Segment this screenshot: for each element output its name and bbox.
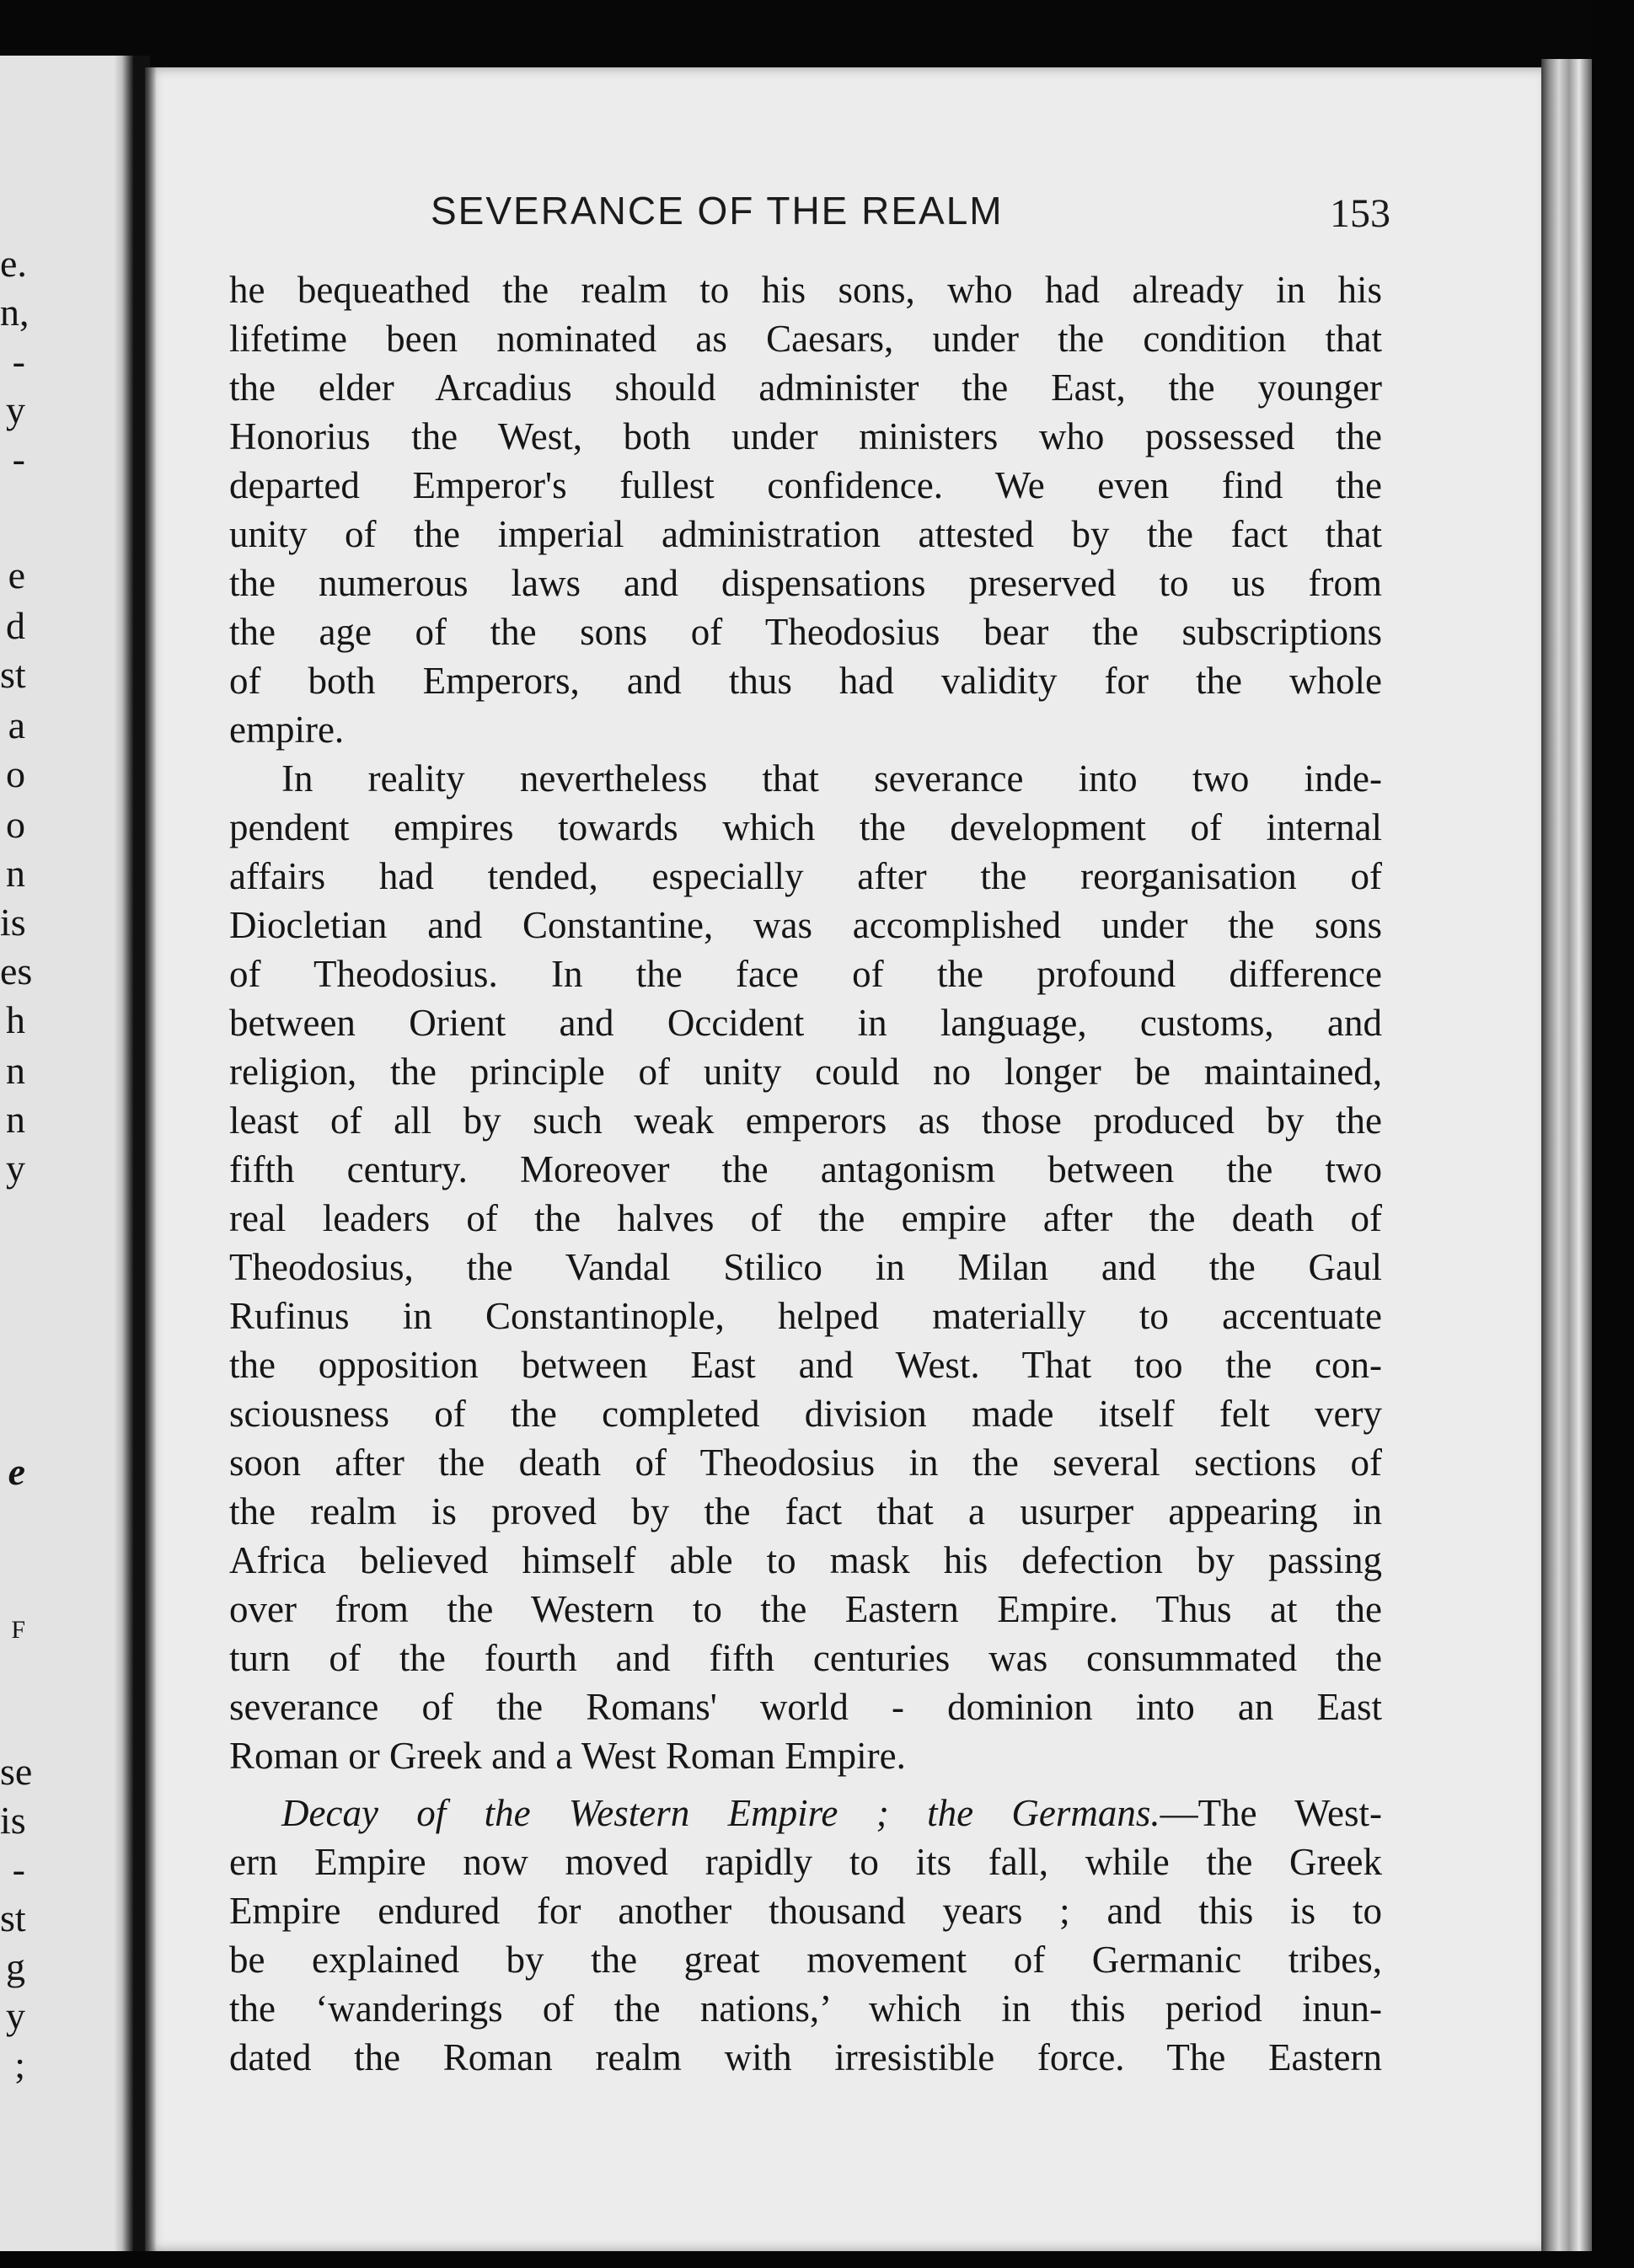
text-line: Africa believed himself able to mask his defection by passing bbox=[229, 1539, 1382, 1581]
left-page-fragment: a bbox=[8, 703, 25, 746]
text-line: lifetime been nominated as Caesars, under the condition that bbox=[229, 318, 1382, 360]
text-line: dated the Roman realm with irresistible force. The Eastern bbox=[229, 2036, 1382, 2078]
text-line: Roman or Greek and a West Roman Empire. bbox=[229, 1735, 906, 1777]
left-page-fragment: e. bbox=[0, 242, 27, 285]
left-page-fold-shadow bbox=[115, 56, 133, 2256]
text-line: fifth century. Moreover the antagonism between the two bbox=[229, 1148, 1382, 1190]
text-line: of both Emperors, and thus had validity for the whole bbox=[229, 660, 1382, 702]
scan-bottom-border bbox=[0, 2251, 1634, 2268]
paragraph-first-line: In reality nevertheless that severance into two inde- bbox=[281, 757, 1382, 800]
text-line: the realm is proved by the fact that a usurper appearing in bbox=[229, 1490, 1382, 1533]
left-page-fragment: - bbox=[12, 340, 25, 382]
left-page-fragment: n bbox=[6, 1098, 25, 1141]
left-page-fragment: is bbox=[0, 1799, 26, 1842]
text-line: religion, the principle of unity could no longer be maintained, bbox=[229, 1051, 1382, 1093]
left-page-fragment: e bbox=[8, 1450, 25, 1493]
text-line: real leaders of the halves of the empire after the death of bbox=[229, 1197, 1382, 1239]
text-line: empire. bbox=[229, 709, 345, 751]
text-line: the elder Arcadius should administer the East, the younger bbox=[229, 366, 1382, 409]
text-line: Empire endured for another thousand years ; and this is to bbox=[229, 1890, 1382, 1932]
left-page-fragment: ; bbox=[14, 2043, 25, 2086]
section-heading: Decay of the Western Empire ; the Germans. bbox=[281, 1792, 1160, 1834]
text-line: the opposition between East and West. That too the con- bbox=[229, 1344, 1382, 1386]
left-page-fragment: o bbox=[6, 803, 25, 846]
left-page-fragment: n, bbox=[0, 291, 29, 334]
left-page-fragment: st bbox=[0, 653, 26, 696]
text-line: Honorius the West, both under ministers who possessed the bbox=[229, 415, 1382, 457]
left-page-fragment: e bbox=[8, 554, 25, 596]
left-page-fragment: n bbox=[6, 852, 25, 895]
text-line: turn of the fourth and fifth centuries was consummated the bbox=[229, 1637, 1382, 1679]
left-page-fragment: h bbox=[6, 998, 25, 1041]
text-line: he bequeathed the realm to his sons, who had already in his bbox=[229, 269, 1382, 311]
text-line: the numerous laws and dispensations preserved to us from bbox=[229, 562, 1382, 604]
scan-top-border bbox=[0, 0, 1634, 66]
left-page-fragment: n bbox=[6, 1049, 25, 1092]
text-line: pendent empires towards which the development of internal bbox=[229, 806, 1382, 848]
text-line: between Orient and Occident in language, customs, and bbox=[229, 1002, 1382, 1044]
text-line: the age of the sons of Theodosius bear the subscriptions bbox=[229, 611, 1382, 653]
text-line: ern Empire now moved rapidly to its fall, while the Greek bbox=[229, 1841, 1382, 1883]
section-first-line bbox=[281, 1789, 1382, 1837]
text-line: Theodosius, the Vandal Stilico in Milan and the Gaul bbox=[229, 1246, 1382, 1288]
text-line: affairs had tended, especially after the reorganisation of bbox=[229, 855, 1382, 897]
left-page-fragment: F bbox=[11, 1616, 25, 1644]
left-page-fragment: y bbox=[6, 388, 25, 431]
text-line: sciousness of the completed division made itself felt very bbox=[229, 1393, 1382, 1435]
text-line: be explained by the great movement of Germanic tribes, bbox=[229, 1939, 1382, 1981]
text-line: soon after the death of Theodosius in the several sections of bbox=[229, 1442, 1382, 1484]
text-line: unity of the imperial administration attested by the fact that bbox=[229, 513, 1382, 555]
running-head-title: SEVERANCE OF THE REALM bbox=[431, 189, 1004, 233]
text-line: severance of the Romans' world - dominion into an East bbox=[229, 1686, 1382, 1728]
left-page-fragment: y bbox=[6, 1994, 25, 2037]
left-page-fragment: es bbox=[0, 949, 33, 992]
scan-right-border bbox=[1592, 0, 1634, 2268]
section-lead-in: —The West- bbox=[1160, 1792, 1382, 1834]
left-page-fragment: g bbox=[6, 1945, 25, 1988]
left-page-fragment: o bbox=[6, 752, 25, 795]
left-page-fragment: y bbox=[6, 1147, 25, 1190]
text-line: Rufinus in Constantinople, helped materially to accentuate bbox=[229, 1295, 1382, 1337]
left-page-fragment: d bbox=[6, 604, 25, 647]
text-line: of Theodosius. In the face of the profound difference bbox=[229, 953, 1382, 995]
text-line: the ‘wanderings of the nations,’ which in this period inun- bbox=[229, 1987, 1382, 2030]
left-page-fragment: - bbox=[12, 437, 25, 480]
page-number: 153 bbox=[1330, 191, 1390, 236]
left-page-fragment: is bbox=[0, 901, 26, 944]
left-page-fragment: - bbox=[12, 1848, 25, 1891]
text-line: over from the Western to the Eastern Empire. Thus at the bbox=[229, 1588, 1382, 1630]
right-page-edges bbox=[1541, 59, 1592, 2260]
text-line: least of all by such weak emperors as those produced by the bbox=[229, 1099, 1382, 1142]
left-facing-page-edge bbox=[0, 56, 133, 2256]
text-line: departed Emperor's fullest confidence. We even find the bbox=[229, 464, 1382, 506]
left-page-fragment: se bbox=[0, 1750, 33, 1793]
text-line: Diocletian and Constantine, was accomplished under the sons bbox=[229, 904, 1382, 946]
left-page-fragment: st bbox=[0, 1896, 26, 1939]
